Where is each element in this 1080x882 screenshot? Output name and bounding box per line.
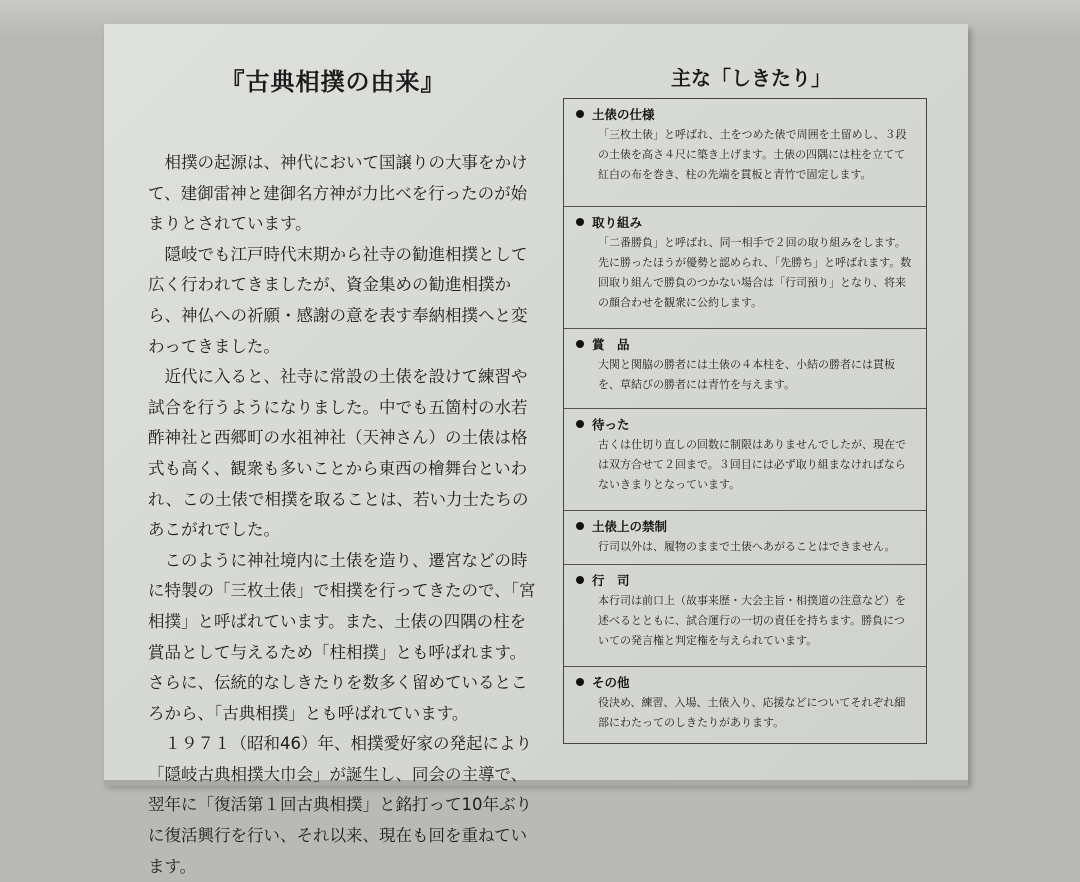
bullet-icon	[576, 522, 584, 530]
custom-item	[564, 207, 926, 329]
origin-paragraph: このように神社境内に土俵を造り、遷宮などの時に特製の「三枚土俵」で相撲を行ってきたので、「宮相撲」と呼ばれています。また、土俵の四隅の柱を賞品として与えるため「柱相撲」とも呼ばれます。さらに、伝統的なしきたりを数多く留めているところから、「古典相撲」とも呼ばれています。	[148, 550, 536, 723]
custom-text: 本行司は前口上（故事来歴・大会主旨・相撲道の注意など）を述べるとともに、試合運行の一切の責任を持ちます。勝負についての発言権と判定権を与えられています。	[598, 594, 906, 647]
custom-heading: 待った	[592, 417, 630, 432]
custom-heading: 土俵の仕様	[592, 107, 655, 122]
custom-heading: 行 司	[592, 573, 630, 588]
customs-title: 主な「しきたり」	[671, 66, 831, 90]
custom-text: 「二番勝負」と呼ばれ、同一相手で２回の取り組みをします。先に勝ったほうが優勢と認められ、「先勝ち」と呼ばれます。数回取り組んで勝負のつかない場合は「行司預り」となり、将来の顔合わせを観衆に公約します。	[598, 236, 912, 309]
custom-heading: 土俵上の禁制	[592, 519, 668, 534]
origin-paragraph: 相撲の起源は、神代において国譲りの大事をかけて、建御雷神と建御名方神が力比べを行ったのが始まりとされています。	[148, 153, 528, 234]
bullet-icon	[576, 218, 584, 226]
origin-paragraph: １９７１（昭和46）年、相撲愛好家の発起により「隠岐古典相撲大巾会」が誕生し、同会の主導で、翌年に「復活第１回古典相撲」と銘打って10年ぶりに復活興行を行い、それ以来、現在も回を重ねています。	[148, 734, 532, 876]
custom-text: 「三枚土俵」と呼ばれ、土をつめた俵で周囲を土留めし、３段の土俵を高さ４尺に築き上げます。土俵の四隅には柱を立てて紅白の布を巻き、柱の先端を貫板と青竹で固定します。	[598, 128, 907, 181]
custom-text: 役決め、練習、入場、土俵入り、応援などについてそれぞれ細部にわたってのしきたりがあります。	[598, 696, 906, 729]
custom-text: 行司以外は、履物のままで土俵へあがることはできません。	[598, 540, 896, 553]
custom-text: 古くは仕切り直しの回数に制限はありませんでしたが、現在では双方合せて２回まで。３回目には必ず取り組まなければならないきまりとなっています。	[598, 438, 906, 491]
customs-box	[563, 98, 927, 744]
origin-paragraph: 近代に入ると、社寺に常設の土俵を設けて練習や試合を行うようになりました。中でも五箇村の水若酢神社と西郷町の水祖神社（天神さん）の土俵は格式も高く、観衆も多いことから東西の檜舞台といわれ、この土俵で相撲を取ることは、若い力士たちのあこがれでした。	[148, 367, 529, 540]
custom-text: 大関と関脇の勝者には土俵の４本柱を、小結の勝者には貫板を、草結びの勝者には青竹を与えます。	[598, 358, 895, 391]
custom-item	[564, 511, 926, 565]
bullet-icon	[576, 110, 584, 118]
bullet-icon	[576, 678, 584, 686]
bullet-icon	[576, 420, 584, 428]
custom-item	[564, 99, 926, 207]
custom-heading: その他	[592, 675, 630, 690]
bullet-icon	[576, 576, 584, 584]
bullet-icon	[576, 340, 584, 348]
custom-item	[564, 667, 926, 743]
custom-item	[564, 409, 926, 511]
custom-item	[564, 565, 926, 667]
origin-paragraph: 隠岐でも江戸時代末期から社寺の勧進相撲として広く行われてきましたが、資金集めの勧進相撲から、神仏への祈願・感謝の意を表す奉納相撲へと変わってきました。	[148, 244, 528, 356]
custom-heading: 賞 品	[592, 337, 630, 352]
origin-body	[148, 148, 540, 882]
custom-heading: 取り組み	[592, 215, 643, 230]
custom-item	[564, 329, 926, 409]
origin-title: 『古典相撲の由来』	[220, 68, 446, 96]
